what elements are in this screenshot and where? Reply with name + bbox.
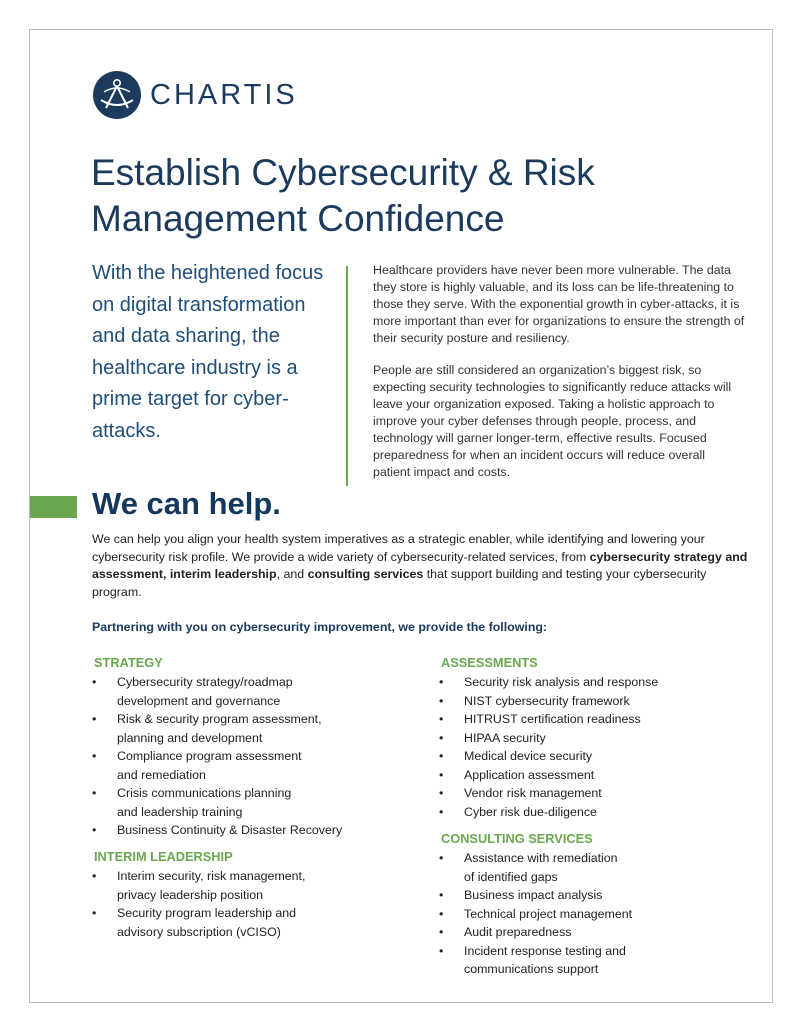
consulting-section: [439, 831, 759, 979]
page-title: [91, 150, 711, 242]
assessments-list: [439, 673, 759, 821]
bullet-icon: •: [439, 749, 444, 763]
bullet-icon: •: [92, 712, 97, 726]
list-item-text: Cyber risk due-diligence: [464, 804, 597, 819]
list-item: [439, 710, 759, 729]
body-bold-2: consulting services: [307, 567, 424, 581]
list-item: [92, 710, 412, 747]
list-item-text: HIPAA security: [464, 730, 546, 745]
strategy-list: [92, 673, 412, 840]
list-item-text: advisory subscription (vCISO): [117, 924, 281, 939]
bullet-icon: •: [92, 749, 97, 763]
list-item-text: of identified gaps: [464, 869, 558, 884]
bullet-icon: •: [439, 888, 444, 902]
assessments-heading: ASSESSMENTS: [441, 655, 538, 670]
context-column: [373, 262, 745, 496]
bullet-icon: •: [439, 730, 444, 745]
consulting-heading: CONSULTING SERVICES: [441, 831, 593, 846]
bullet-icon: •: [439, 804, 444, 819]
list-item-text: communications support: [464, 962, 599, 976]
list-item: [439, 923, 759, 942]
list-item: [439, 747, 759, 766]
green-accent-bar: [30, 496, 77, 518]
list-item-text: NIST cybersecurity framework: [464, 693, 630, 708]
list-item-text: Vendor risk management: [464, 786, 602, 800]
bullet-icon: •: [439, 712, 444, 726]
list-item: [439, 729, 759, 748]
list-item-text: Assistance with remediation: [464, 851, 618, 865]
list-item: [92, 867, 412, 904]
list-item-text: Interim security, risk management,: [117, 869, 306, 883]
list-item-text: planning and development: [117, 730, 263, 745]
bullet-icon: •: [439, 925, 444, 939]
list-item: [439, 803, 759, 822]
list-item: [439, 905, 759, 924]
body-text-1: We can help you align your health system imperatives as a strategic enabler, while identifying and lowering your cybersecurity risk profile. We provide a wide variety of cybersecurity-related services, from: [92, 532, 705, 564]
list-item: [92, 904, 412, 941]
list-item-text: Technical project management: [464, 906, 633, 921]
list-item-text: Security risk analysis and response: [464, 675, 659, 689]
interim-heading: INTERIM LEADERSHIP: [94, 849, 233, 864]
bullet-icon: •: [439, 786, 444, 800]
bullet-icon: •: [92, 786, 97, 800]
list-item-text: privacy leadership position: [117, 887, 264, 902]
chartis-logo: [92, 70, 298, 120]
list-item-text: Business impact analysis: [464, 888, 603, 902]
list-item-text: Crisis communications planning: [117, 786, 292, 800]
list-item-text: Security program leadership and: [117, 906, 297, 920]
bullet-icon: •: [92, 906, 97, 920]
bullet-icon: •: [92, 823, 97, 837]
intro-statement: With the heightened focus on digital transformation and data sharing, the healthcare industry is a prime target for cyber-attacks.: [92, 262, 324, 442]
interim-section: [92, 849, 412, 941]
context-paragraph-1: Healthcare providers have never been more vulnerable. The data they store is highly valuable, and its loss can be life-threatening to those they serve. With the exponential growth in cyber-attacks, it is more important than ever for organizations to ensure the strength of their security posture and resiliency.: [373, 263, 745, 345]
consulting-list: [439, 849, 759, 979]
list-item-text: and remediation: [117, 767, 206, 782]
bullet-icon: •: [439, 675, 444, 689]
list-item-text: Business Continuity & Disaster Recovery: [117, 823, 343, 837]
list-item-text: Compliance program assessment: [117, 749, 302, 763]
strategy-heading: STRATEGY: [94, 655, 163, 670]
list-item: [92, 747, 412, 784]
partner-line: Partnering with you on cybersecurity improvement, we provide the following:: [92, 620, 548, 634]
help-heading: We can help.: [92, 486, 281, 521]
assessments-section: [439, 655, 759, 821]
list-item-text: Medical device security: [464, 749, 593, 763]
strategy-section: [92, 655, 412, 840]
bullet-icon: •: [439, 943, 444, 958]
title-line-2: Management Confidence: [91, 198, 505, 239]
list-item-text: Audit preparedness: [464, 925, 572, 939]
list-item-text: Cybersecurity strategy/roadmap: [117, 675, 293, 689]
list-item: [439, 849, 759, 886]
title-line-1: Establish Cybersecurity & Risk: [91, 152, 595, 193]
interim-list: [92, 867, 412, 941]
list-item-text: HITRUST certification readiness: [464, 712, 641, 726]
bullet-icon: •: [439, 693, 444, 708]
bullet-icon: •: [92, 675, 97, 689]
body-text-3: that support building and testing your cybersecurity program.: [92, 567, 707, 599]
bullet-icon: •: [439, 906, 444, 921]
list-item: [92, 784, 412, 821]
list-item: [439, 673, 759, 692]
list-item-text: and leadership training: [117, 804, 243, 819]
green-divider: [346, 266, 348, 486]
body-bold-1: cybersecurity strategy and assessment, interim leadership: [92, 549, 748, 581]
body-text-2: , and: [276, 567, 308, 581]
bullet-icon: •: [439, 851, 444, 865]
chartis-emblem-icon: [92, 70, 142, 120]
list-item: [439, 942, 759, 979]
list-item: [92, 821, 412, 840]
brand-name: CHARTIS: [150, 78, 298, 111]
list-item: [439, 766, 759, 785]
context-paragraph-2: People are still considered an organization’s biggest risk, so expecting security technologies to significantly reduce attacks will leave your organization exposed. Taking a holistic approach to improve your cyber defenses through people, process, and technology will garner longer-term, effective results. Focused preparedness for when an incident occurs will reduce overall patient impact and costs.: [373, 363, 732, 479]
list-item-text: Risk & security program assessment,: [117, 712, 322, 726]
bullet-icon: •: [439, 767, 444, 782]
list-item: [92, 673, 412, 710]
bullet-icon: •: [92, 869, 97, 883]
list-item: [439, 692, 759, 711]
list-item-text: Application assessment: [464, 767, 595, 782]
list-item: [439, 886, 759, 905]
list-item-text: development and governance: [117, 693, 281, 708]
list-item-text: Incident response testing and: [464, 943, 626, 958]
list-item: [439, 784, 759, 803]
help-body: [92, 531, 757, 601]
